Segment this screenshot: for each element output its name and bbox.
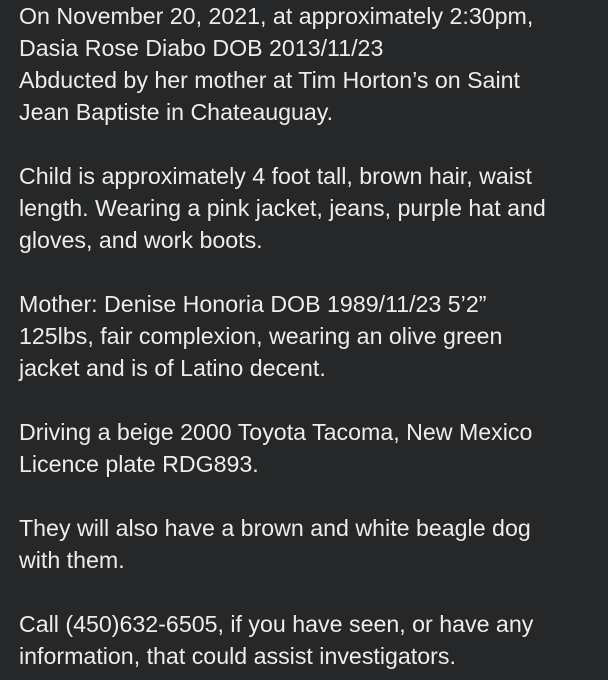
text-line: Abducted by her mother at Tim Horton’s on Saint (19, 67, 520, 93)
mother-description-paragraph (19, 288, 604, 384)
text-line: length. Wearing a pink jacket, jeans, purple hat and (19, 195, 546, 221)
post-text-body (19, 0, 604, 680)
text-line: Mother: Denise Honoria DOB 1989/11/23 5’2” (19, 291, 487, 317)
text-line: Dasia Rose Diabo DOB 2013/11/23 (19, 35, 384, 61)
text-line: Child is approximately 4 foot tall, brown hair, waist (19, 163, 532, 189)
text-line: with them. (19, 547, 125, 573)
vehicle-paragraph (19, 416, 604, 480)
text-line: They will also have a brown and white beagle dog (19, 515, 531, 541)
text-line: Driving a beige 2000 Toyota Tacoma, New Mexico (19, 419, 533, 445)
text-line: 125lbs, fair complexion, wearing an olive green (19, 323, 503, 349)
text-line: On November 20, 2021, at approximately 2:30pm, (19, 3, 534, 29)
dog-paragraph (19, 512, 604, 576)
text-line: Licence plate RDG893. (19, 451, 259, 477)
incident-paragraph (19, 0, 604, 128)
text-line: gloves, and work boots. (19, 227, 263, 253)
text-line: jacket and is of Latino decent. (19, 355, 326, 381)
child-description-paragraph (19, 160, 604, 256)
text-line: Call (450)632-6505, if you have seen, or have any (19, 611, 534, 637)
text-line: information, that could assist investigators. (19, 643, 456, 669)
text-line: Jean Baptiste in Chateauguay. (19, 99, 334, 125)
contact-paragraph (19, 608, 604, 672)
